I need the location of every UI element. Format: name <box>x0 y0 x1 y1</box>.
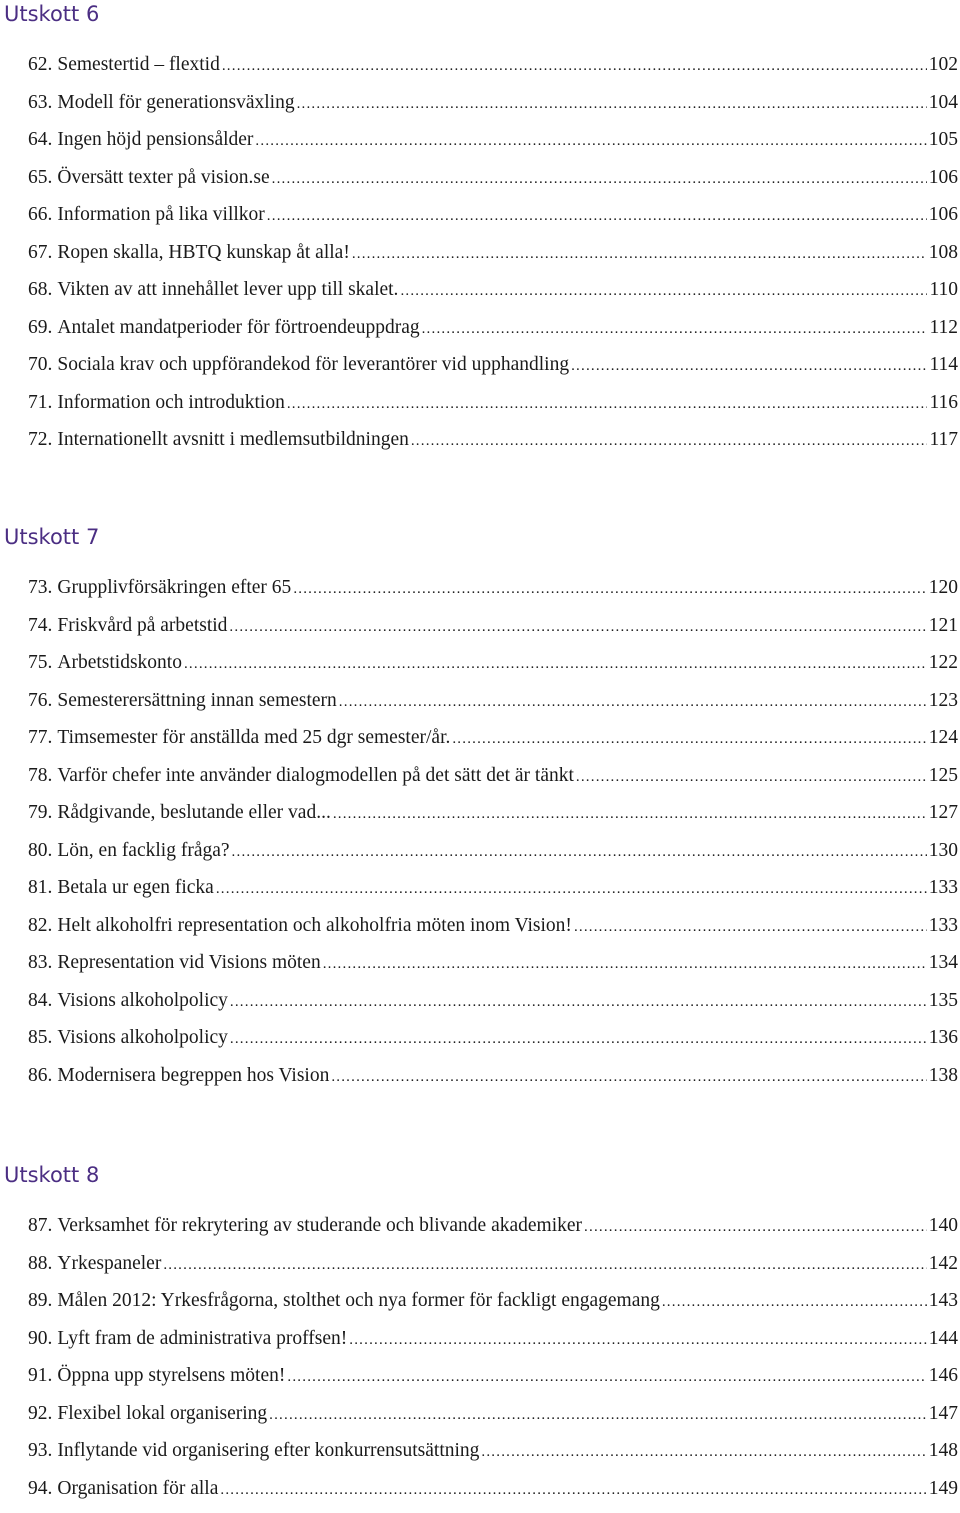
dot-leader <box>333 802 927 827</box>
entry-number: 85. <box>28 1025 52 1050</box>
entry-number: 71. <box>28 390 52 415</box>
dot-leader <box>297 92 927 117</box>
entry-title: Rådgivande, beslutande eller vad... <box>57 800 330 825</box>
toc-entry[interactable] <box>28 650 958 688</box>
entry-number: 82. <box>28 913 52 938</box>
entry-number: 89. <box>28 1288 52 1313</box>
toc-entry[interactable] <box>28 575 958 613</box>
entry-number: 79. <box>28 800 52 825</box>
entry-number: 94. <box>28 1476 52 1501</box>
dot-leader <box>576 765 927 790</box>
entry-page-number: 144 <box>929 1326 958 1351</box>
entry-title: Friskvård på arbetstid <box>57 613 227 638</box>
entry-title: Semesterersättning innan semestern <box>57 688 336 713</box>
entry-number: 76. <box>28 688 52 713</box>
entry-number: 68. <box>28 277 52 302</box>
entry-page-number: 121 <box>929 613 958 638</box>
toc-entry[interactable] <box>28 390 958 428</box>
entry-page-number: 130 <box>929 838 958 863</box>
toc-entry[interactable] <box>28 1288 958 1326</box>
dot-leader <box>287 392 928 417</box>
entry-title: Modell för generationsväxling <box>57 90 294 115</box>
toc-entry[interactable] <box>28 202 958 240</box>
entry-number: 83. <box>28 950 52 975</box>
dot-leader <box>352 242 927 267</box>
toc-entry[interactable] <box>28 1063 958 1101</box>
entry-title: Visions alkoholpolicy <box>57 1025 228 1050</box>
entry-page-number: 116 <box>929 390 958 415</box>
dot-leader <box>452 727 926 752</box>
dot-leader <box>184 652 927 677</box>
dot-leader <box>269 1403 927 1428</box>
toc-entry[interactable] <box>28 1476 958 1513</box>
toc-list-utskott-7 <box>28 575 958 1100</box>
entry-page-number: 112 <box>929 315 958 340</box>
entry-page-number: 122 <box>929 650 958 675</box>
entry-number: 91. <box>28 1363 52 1388</box>
toc-entry[interactable] <box>28 165 958 203</box>
entry-number: 72. <box>28 427 52 452</box>
entry-title: Målen 2012: Yrkesfrågorna, stolthet och nya former för fackligt engagemang <box>57 1288 659 1313</box>
entry-number: 70. <box>28 352 52 377</box>
entry-title: Lön, en facklig fråga? <box>57 838 229 863</box>
entry-title: Semestertid – flextid <box>57 52 219 77</box>
entry-page-number: 104 <box>929 90 958 115</box>
entry-page-number: 142 <box>929 1251 958 1276</box>
entry-title: Antalet mandatperioder för förtroendeuppdrag <box>57 315 419 340</box>
entry-title: Organisation för alla <box>57 1476 218 1501</box>
dot-leader <box>230 1027 927 1052</box>
dot-leader <box>574 915 927 940</box>
entry-number: 63. <box>28 90 52 115</box>
entry-number: 73. <box>28 575 52 600</box>
entry-page-number: 117 <box>929 427 958 452</box>
toc-entry[interactable] <box>28 875 958 913</box>
toc-entry[interactable] <box>28 1326 958 1364</box>
entry-title: Information och introduktion <box>57 390 284 415</box>
toc-list-utskott-6 <box>28 52 958 465</box>
toc-entry[interactable] <box>28 1401 958 1439</box>
toc-entry[interactable] <box>28 352 958 390</box>
dot-leader <box>216 877 927 902</box>
toc-entry[interactable] <box>28 763 958 801</box>
entry-title: Inflytande vid organisering efter konkurrensutsättning <box>57 1438 479 1463</box>
entry-number: 81. <box>28 875 52 900</box>
entry-page-number: 124 <box>929 725 958 750</box>
toc-entry[interactable] <box>28 988 958 1026</box>
entry-title: Ingen höjd pensionsålder <box>57 127 253 152</box>
toc-entry[interactable] <box>28 427 958 465</box>
toc-entry[interactable] <box>28 950 958 988</box>
entry-title: Helt alkoholfri representation och alkoholfria möten inom Vision! <box>57 913 572 938</box>
entry-title: Grupplivförsäkringen efter 65 <box>57 575 291 600</box>
entry-title: Visions alkoholpolicy <box>57 988 228 1013</box>
dot-leader <box>287 1365 926 1390</box>
entry-page-number: 138 <box>929 1063 958 1088</box>
toc-entry[interactable] <box>28 613 958 651</box>
entry-number: 93. <box>28 1438 52 1463</box>
toc-entry[interactable] <box>28 127 958 165</box>
entry-title: Timsemester för anställda med 25 dgr semester/år. <box>57 725 450 750</box>
entry-number: 77. <box>28 725 52 750</box>
dot-leader <box>220 1478 926 1503</box>
toc-entry[interactable] <box>28 52 958 90</box>
entry-page-number: 110 <box>929 277 958 302</box>
entry-title: Översätt texter på vision.se <box>57 165 269 190</box>
entry-title: Information på lika villkor <box>57 202 264 227</box>
entry-number: 75. <box>28 650 52 675</box>
entry-number: 67. <box>28 240 52 265</box>
dot-leader <box>331 1065 926 1090</box>
entry-page-number: 149 <box>929 1476 958 1501</box>
toc-entry[interactable] <box>28 913 958 951</box>
toc-entry[interactable] <box>28 1438 958 1476</box>
dot-leader <box>230 990 927 1015</box>
section-heading-utskott-6: Utskott 6 <box>4 1 99 27</box>
entry-title: Verksamhet för rekrytering av studerande och blivande akademiker <box>57 1213 582 1238</box>
entry-number: 87. <box>28 1213 52 1238</box>
toc-entry[interactable] <box>28 800 958 838</box>
entry-page-number: 146 <box>929 1363 958 1388</box>
entry-page-number: 108 <box>929 240 958 265</box>
entry-number: 62. <box>28 52 52 77</box>
entry-page-number: 140 <box>929 1213 958 1238</box>
entry-page-number: 120 <box>929 575 958 600</box>
dot-leader <box>571 354 927 379</box>
entry-title: Vikten av att innehållet lever upp till skalet. <box>57 277 398 302</box>
entry-number: 90. <box>28 1326 52 1351</box>
entry-number: 88. <box>28 1251 52 1276</box>
entry-number: 92. <box>28 1401 52 1426</box>
entry-page-number: 147 <box>929 1401 958 1426</box>
toc-list-utskott-8 <box>28 1213 958 1513</box>
toc-entry[interactable] <box>28 315 958 353</box>
entry-page-number: 148 <box>929 1438 958 1463</box>
dot-leader <box>584 1215 927 1240</box>
dot-leader <box>411 429 928 454</box>
dot-leader <box>267 204 927 229</box>
dot-leader <box>400 279 927 304</box>
entry-title: Öppna upp styrelsens möten! <box>57 1363 285 1388</box>
section-heading-utskott-8: Utskott 8 <box>4 1162 99 1188</box>
entry-title: Internationellt avsnitt i medlemsutbildningen <box>57 427 408 452</box>
entry-number: 78. <box>28 763 52 788</box>
entry-page-number: 127 <box>929 800 958 825</box>
toc-entry[interactable] <box>28 1363 958 1401</box>
entry-number: 65. <box>28 165 52 190</box>
entry-title: Flexibel lokal organisering <box>57 1401 267 1426</box>
toc-entry[interactable] <box>28 725 958 763</box>
entry-page-number: 106 <box>929 165 958 190</box>
entry-page-number: 135 <box>929 988 958 1013</box>
dot-leader <box>422 317 928 342</box>
entry-page-number: 102 <box>929 52 958 77</box>
entry-title: Modernisera begreppen hos Vision <box>57 1063 329 1088</box>
dot-leader <box>323 952 927 977</box>
dot-leader <box>481 1440 926 1465</box>
entry-title: Betala ur egen ficka <box>57 875 213 900</box>
toc-entry[interactable] <box>28 838 958 876</box>
entry-number: 69. <box>28 315 52 340</box>
entry-title: Representation vid Visions möten <box>57 950 320 975</box>
dot-leader <box>293 577 926 602</box>
dot-leader <box>222 54 927 79</box>
entry-page-number: 106 <box>929 202 958 227</box>
dot-leader <box>163 1253 926 1278</box>
dot-leader <box>349 1328 926 1353</box>
toc-entry[interactable] <box>28 688 958 726</box>
entry-title: Sociala krav och uppförandekod för leverantörer vid upphandling <box>57 352 569 377</box>
entry-number: 66. <box>28 202 52 227</box>
dot-leader <box>339 690 927 715</box>
toc-entry[interactable] <box>28 1251 958 1289</box>
entry-number: 80. <box>28 838 52 863</box>
entry-title: Lyft fram de administrativa proffsen! <box>57 1326 347 1351</box>
entry-number: 84. <box>28 988 52 1013</box>
toc-entry[interactable] <box>28 240 958 278</box>
toc-entry[interactable] <box>28 90 958 128</box>
section-heading-utskott-7: Utskott 7 <box>4 524 99 550</box>
entry-number: 86. <box>28 1063 52 1088</box>
toc-entry[interactable] <box>28 277 958 315</box>
dot-leader <box>232 840 927 865</box>
entry-page-number: 133 <box>929 875 958 900</box>
entry-page-number: 143 <box>929 1288 958 1313</box>
entry-title: Varför chefer inte använder dialogmodellen på det sätt det är tänkt <box>57 763 574 788</box>
entry-title: Arbetstidskonto <box>57 650 182 675</box>
entry-page-number: 134 <box>929 950 958 975</box>
dot-leader <box>272 167 927 192</box>
entry-number: 74. <box>28 613 52 638</box>
toc-entry[interactable] <box>28 1025 958 1063</box>
toc-entry[interactable] <box>28 1213 958 1251</box>
entry-page-number: 136 <box>929 1025 958 1050</box>
entry-page-number: 114 <box>929 352 958 377</box>
entry-page-number: 105 <box>929 127 958 152</box>
entry-page-number: 123 <box>929 688 958 713</box>
dot-leader <box>255 129 926 154</box>
entry-title: Yrkespaneler <box>57 1251 161 1276</box>
entry-title: Ropen skalla, HBTQ kunskap åt alla! <box>57 240 349 265</box>
dot-leader <box>229 615 926 640</box>
entry-page-number: 125 <box>929 763 958 788</box>
entry-page-number: 133 <box>929 913 958 938</box>
dot-leader <box>662 1290 927 1315</box>
entry-number: 64. <box>28 127 52 152</box>
